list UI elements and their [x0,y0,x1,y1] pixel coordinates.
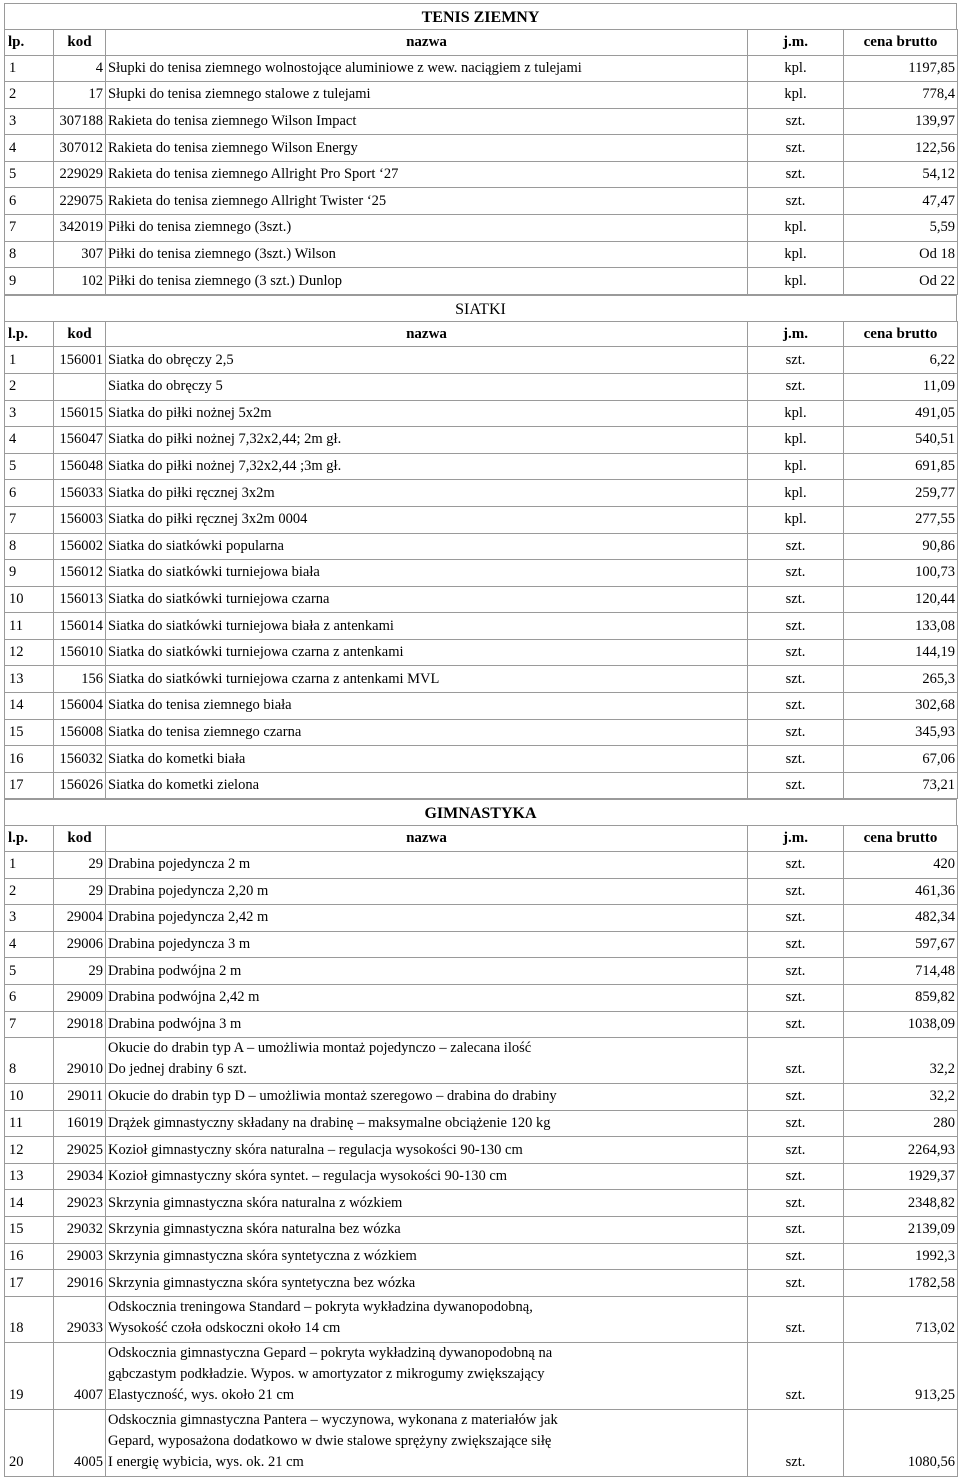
cell-jm: szt. [748,135,844,162]
table-row [5,1011,958,1038]
cell-cena: 133,08 [844,613,958,640]
cell-lp: 4 [5,135,54,162]
cell-nazwa: Rakieta do tenisa ziemnego Wilson Impact [106,108,748,135]
cell-cena: 461,36 [844,878,958,905]
cell-kod: 156 [54,666,106,693]
cell-cena: 144,19 [844,639,958,666]
cell-nazwa: Kozioł gimnastyczny skóra naturalna – regulacja wysokości 90-130 cm [106,1137,748,1164]
cell-kod: 17 [54,82,106,109]
cell-cena: 2348,82 [844,1190,958,1217]
cell-nazwa: Siatka do siatkówki turniejowa czarna z antenkami [106,639,748,666]
cell-lp: 11 [5,1110,54,1137]
cell-kod: 156013 [54,586,106,613]
header-jm: j.m. [748,30,844,56]
cell-nazwa: Słupki do tenisa ziemnego wolnostojące aluminiowe z wew. naciągiem z tulejami [106,55,748,82]
cell-cena: 491,05 [844,400,958,427]
cell-kod: 4 [54,55,106,82]
cell-lp: 19 [5,1342,54,1409]
cell-kod: 229075 [54,188,106,215]
cell-lp: 4 [5,931,54,958]
cell-lp: 5 [5,161,54,188]
section-title: GIMNASTYKA [4,799,957,825]
cell-nazwa: Skrzynia gimnastyczna skóra syntetyczna bez wózka [106,1270,748,1297]
cell-jm: szt. [748,347,844,374]
table-row [5,984,958,1011]
cell-nazwa: Okucie do drabin typ D – umożliwia montaż szeregowo – drabina do drabiny [106,1084,748,1111]
table-row [5,719,958,746]
cell-kod: 29016 [54,1270,106,1297]
cell-cena: 73,21 [844,772,958,799]
cell-kod: 29010 [54,1038,106,1084]
cell-jm: szt. [748,1038,844,1084]
cell-jm: szt. [748,533,844,560]
cell-jm: kpl. [748,400,844,427]
table-row [5,1084,958,1111]
cell-jm: szt. [748,772,844,799]
cell-nazwa: Siatka do tenisa ziemnego biała [106,693,748,720]
cell-kod: 156026 [54,772,106,799]
cell-nazwa: Siatka do obręczy 2,5 [106,347,748,374]
table-row [5,480,958,507]
cell-nazwa: Drabina podwójna 2,42 m [106,984,748,1011]
cell-kod: 29 [54,851,106,878]
cell-lp: 11 [5,613,54,640]
price-table [4,29,958,295]
table-row [5,108,958,135]
cell-nazwa: Drabina podwójna 2 m [106,958,748,985]
table-row [5,958,958,985]
table-row [5,55,958,82]
cell-nazwa: Siatka do piłki nożnej 7,32x2,44 ;3m gł. [106,453,748,480]
cell-kod: 29032 [54,1217,106,1244]
header-cena: cena brutto [844,826,958,852]
header-kod: kod [54,826,106,852]
cell-lp: 6 [5,984,54,1011]
cell-jm: szt. [748,108,844,135]
cell-cena: 859,82 [844,984,958,1011]
cell-kod: 29003 [54,1243,106,1270]
cell-lp: 17 [5,1270,54,1297]
section-0 [4,3,957,295]
cell-cena: 345,93 [844,719,958,746]
section-2 [4,799,957,1476]
cell-jm: kpl. [748,268,844,295]
table-row [5,347,958,374]
cell-lp: 7 [5,506,54,533]
cell-jm: szt. [748,560,844,587]
cell-jm: szt. [748,188,844,215]
table-row [5,533,958,560]
header-kod: kod [54,30,106,56]
cell-lp: 5 [5,453,54,480]
header-cena: cena brutto [844,30,958,56]
cell-nazwa: Odskocznia gimnastyczna Pantera – wyczynowa, wykonana z materiałów jak Gepard, wyposażona dodatkowo w dwie stalowe sprężyny zwiększające siłę I energię wybicia, wys. ok. 21 cm [106,1409,748,1476]
table-row [5,1137,958,1164]
cell-jm: kpl. [748,453,844,480]
cell-jm: szt. [748,1163,844,1190]
cell-jm: szt. [748,1243,844,1270]
cell-nazwa: Słupki do tenisa ziemnego stalowe z tulejami [106,82,748,109]
cell-kod: 4005 [54,1409,106,1476]
cell-jm: szt. [748,905,844,932]
cell-kod: 307012 [54,135,106,162]
cell-jm: szt. [748,1342,844,1409]
cell-jm: szt. [748,1270,844,1297]
cell-nazwa: Drabina pojedyncza 2,42 m [106,905,748,932]
table-row [5,639,958,666]
cell-nazwa: Siatka do piłki nożnej 7,32x2,44; 2m gł. [106,427,748,454]
cell-nazwa: Kozioł gimnastyczny skóra syntet. – regulacja wysokości 90-130 cm [106,1163,748,1190]
section-title: TENIS ZIEMNY [4,3,957,29]
cell-nazwa: Siatka do siatkówki turniejowa biała z antenkami [106,613,748,640]
cell-cena: 1782,58 [844,1270,958,1297]
price-table [4,321,958,800]
cell-jm: szt. [748,1137,844,1164]
cell-cena: 1992,3 [844,1243,958,1270]
cell-kod: 156047 [54,427,106,454]
cell-lp: 2 [5,878,54,905]
table-row [5,135,958,162]
cell-lp: 13 [5,1163,54,1190]
cell-kod: 29011 [54,1084,106,1111]
cell-nazwa: Piłki do tenisa ziemnego (3 szt.) Dunlop [106,268,748,295]
cell-lp: 2 [5,82,54,109]
cell-nazwa: Drabina podwójna 3 m [106,1011,748,1038]
table-row [5,188,958,215]
cell-jm: szt. [748,746,844,773]
cell-kod: 29033 [54,1296,106,1342]
cell-jm: kpl. [748,215,844,242]
cell-lp: 15 [5,719,54,746]
cell-lp: 14 [5,1190,54,1217]
cell-nazwa: Siatka do piłki nożnej 5x2m [106,400,748,427]
cell-kod: 156015 [54,400,106,427]
cell-kod: 4007 [54,1342,106,1409]
price-list-sheet [4,3,957,1477]
cell-cena: 32,2 [844,1038,958,1084]
table-row [5,506,958,533]
cell-cena: 6,22 [844,347,958,374]
cell-jm: szt. [748,639,844,666]
cell-kod: 156012 [54,560,106,587]
cell-lp: 6 [5,188,54,215]
cell-kod [54,373,106,400]
table-row [5,1270,958,1297]
cell-nazwa: Drabina pojedyncza 2 m [106,851,748,878]
price-table [4,825,958,1476]
cell-lp: 1 [5,851,54,878]
cell-kod: 156001 [54,347,106,374]
cell-nazwa: Okucie do drabin typ A – umożliwia montaż pojedynczo – zalecana ilość Do jednej drabiny 6 szt. [106,1038,748,1084]
cell-lp: 12 [5,1137,54,1164]
cell-lp: 10 [5,586,54,613]
cell-kod: 342019 [54,215,106,242]
table-row [5,1163,958,1190]
cell-cena: 259,77 [844,480,958,507]
cell-lp: 10 [5,1084,54,1111]
header-row [5,321,958,347]
cell-cena: 1929,37 [844,1163,958,1190]
cell-kod: 29006 [54,931,106,958]
cell-cena: 67,06 [844,746,958,773]
cell-cena: 1197,85 [844,55,958,82]
cell-cena: 5,59 [844,215,958,242]
cell-nazwa: Odskocznia gimnastyczna Gepard – pokryta wykładziną dywanopodobną na gąbczastym podkładzie. Wypos. w amortyzator z mikrogumy zwiększający Elastyczność, wys. około 21 cm [106,1342,748,1409]
cell-jm: kpl. [748,55,844,82]
section-1 [4,295,957,800]
cell-jm: szt. [748,1296,844,1342]
header-nazwa: nazwa [106,321,748,347]
cell-lp: 1 [5,55,54,82]
cell-cena: 120,44 [844,586,958,613]
cell-lp: 18 [5,1296,54,1342]
cell-lp: 7 [5,215,54,242]
cell-cena: 11,09 [844,373,958,400]
table-row [5,1190,958,1217]
cell-kod: 29009 [54,984,106,1011]
cell-kod: 307188 [54,108,106,135]
cell-kod: 29 [54,958,106,985]
cell-nazwa: Skrzynia gimnastyczna skóra naturalna bez wózka [106,1217,748,1244]
cell-nazwa: Siatka do obręczy 5 [106,373,748,400]
cell-kod: 156002 [54,533,106,560]
table-row [5,586,958,613]
header-nazwa: nazwa [106,30,748,56]
cell-jm: kpl. [748,82,844,109]
cell-jm: szt. [748,1011,844,1038]
table-row [5,373,958,400]
header-lp: lp. [5,30,54,56]
cell-jm: kpl. [748,480,844,507]
cell-nazwa: Skrzynia gimnastyczna skóra syntetyczna z wózkiem [106,1243,748,1270]
cell-jm: szt. [748,586,844,613]
cell-lp: 13 [5,666,54,693]
cell-nazwa: Drążek gimnastyczny składany na drabinę – maksymalne obciążenie 120 kg [106,1110,748,1137]
cell-cena: 420 [844,851,958,878]
cell-jm: szt. [748,1190,844,1217]
table-row [5,453,958,480]
cell-kod: 29018 [54,1011,106,1038]
cell-kod: 156008 [54,719,106,746]
cell-lp: 3 [5,108,54,135]
cell-nazwa: Piłki do tenisa ziemnego (3szt.) [106,215,748,242]
header-row [5,30,958,56]
cell-kod: 156010 [54,639,106,666]
table-row [5,560,958,587]
cell-nazwa: Rakieta do tenisa ziemnego Allright Pro Sport ‘27 [106,161,748,188]
cell-jm: szt. [748,1110,844,1137]
header-cena: cena brutto [844,321,958,347]
cell-kod: 156033 [54,480,106,507]
cell-jm: szt. [748,851,844,878]
cell-jm: szt. [748,958,844,985]
cell-cena: 691,85 [844,453,958,480]
cell-lp: 12 [5,639,54,666]
table-row [5,746,958,773]
header-jm: j.m. [748,321,844,347]
cell-nazwa: Siatka do piłki ręcznej 3x2m [106,480,748,507]
cell-jm: szt. [748,373,844,400]
header-lp: l.p. [5,321,54,347]
cell-nazwa: Siatka do piłki ręcznej 3x2m 0004 [106,506,748,533]
cell-kod: 156032 [54,746,106,773]
cell-kod: 29034 [54,1163,106,1190]
cell-lp: 16 [5,1243,54,1270]
cell-kod: 29004 [54,905,106,932]
cell-cena: 2139,09 [844,1217,958,1244]
table-row [5,772,958,799]
cell-jm: szt. [748,1217,844,1244]
table-row [5,1110,958,1137]
cell-nazwa: Drabina pojedyncza 3 m [106,931,748,958]
table-row [5,613,958,640]
cell-lp: 2 [5,373,54,400]
cell-jm: szt. [748,878,844,905]
cell-nazwa: Siatka do siatkówki turniejowa czarna [106,586,748,613]
cell-cena: 122,56 [844,135,958,162]
cell-jm: szt. [748,161,844,188]
cell-cena: 265,3 [844,666,958,693]
header-row [5,826,958,852]
cell-nazwa: Skrzynia gimnastyczna skóra naturalna z wózkiem [106,1190,748,1217]
table-row [5,1217,958,1244]
cell-lp: 8 [5,1038,54,1084]
cell-jm: kpl. [748,506,844,533]
cell-cena: 913,25 [844,1342,958,1409]
table-row [5,241,958,268]
cell-lp: 15 [5,1217,54,1244]
cell-nazwa: Siatka do kometki zielona [106,772,748,799]
cell-jm: szt. [748,693,844,720]
table-row [5,1409,958,1476]
cell-lp: 8 [5,533,54,560]
cell-lp: 5 [5,958,54,985]
cell-nazwa: Piłki do tenisa ziemnego (3szt.) Wilson [106,241,748,268]
table-row [5,851,958,878]
cell-lp: 14 [5,693,54,720]
cell-cena: Od 22 [844,268,958,295]
table-row [5,693,958,720]
cell-cena: 1038,09 [844,1011,958,1038]
cell-jm: szt. [748,613,844,640]
cell-cena: 2264,93 [844,1137,958,1164]
cell-lp: 4 [5,427,54,454]
cell-lp: 9 [5,268,54,295]
cell-kod: 156003 [54,506,106,533]
cell-nazwa: Siatka do tenisa ziemnego czarna [106,719,748,746]
cell-kod: 29025 [54,1137,106,1164]
cell-cena: 90,86 [844,533,958,560]
cell-nazwa: Siatka do siatkówki popularna [106,533,748,560]
cell-jm: szt. [748,984,844,1011]
cell-nazwa: Odskocznia treningowa Standard – pokryta wykładzina dywanopodobną, Wysokość czoła odskoczni około 14 cm [106,1296,748,1342]
table-row [5,82,958,109]
table-row [5,666,958,693]
cell-jm: szt. [748,666,844,693]
cell-cena: 302,68 [844,693,958,720]
cell-cena: 47,47 [844,188,958,215]
cell-nazwa: Siatka do siatkówki turniejowa czarna z antenkami MVL [106,666,748,693]
cell-lp: 7 [5,1011,54,1038]
cell-kod: 102 [54,268,106,295]
cell-cena: 32,2 [844,1084,958,1111]
header-lp: l.p. [5,826,54,852]
table-row [5,905,958,932]
cell-nazwa: Siatka do kometki biała [106,746,748,773]
table-row [5,931,958,958]
cell-nazwa: Siatka do siatkówki turniejowa biała [106,560,748,587]
cell-kod: 29023 [54,1190,106,1217]
cell-kod: 156048 [54,453,106,480]
cell-lp: 3 [5,400,54,427]
cell-kod: 229029 [54,161,106,188]
cell-jm: szt. [748,931,844,958]
table-row [5,161,958,188]
cell-jm: kpl. [748,427,844,454]
cell-cena: 100,73 [844,560,958,587]
header-kod: kod [54,321,106,347]
cell-cena: 713,02 [844,1296,958,1342]
cell-cena: 1080,56 [844,1409,958,1476]
cell-kod: 156014 [54,613,106,640]
cell-kod: 29 [54,878,106,905]
header-jm: j.m. [748,826,844,852]
cell-lp: 1 [5,347,54,374]
cell-lp: 8 [5,241,54,268]
cell-kod: 156004 [54,693,106,720]
table-row [5,268,958,295]
table-row [5,1296,958,1342]
cell-cena: Od 18 [844,241,958,268]
header-nazwa: nazwa [106,826,748,852]
cell-lp: 3 [5,905,54,932]
cell-jm: szt. [748,1084,844,1111]
cell-cena: 54,12 [844,161,958,188]
cell-kod: 307 [54,241,106,268]
cell-cena: 778,4 [844,82,958,109]
table-row [5,400,958,427]
table-row [5,878,958,905]
table-row [5,427,958,454]
cell-lp: 6 [5,480,54,507]
cell-cena: 280 [844,1110,958,1137]
cell-cena: 139,97 [844,108,958,135]
cell-jm: szt. [748,1409,844,1476]
cell-jm: szt. [748,719,844,746]
cell-cena: 714,48 [844,958,958,985]
cell-kod: 16019 [54,1110,106,1137]
cell-nazwa: Drabina pojedyncza 2,20 m [106,878,748,905]
cell-lp: 16 [5,746,54,773]
cell-lp: 9 [5,560,54,587]
table-row [5,1038,958,1084]
table-row [5,1243,958,1270]
cell-lp: 17 [5,772,54,799]
cell-nazwa: Rakieta do tenisa ziemnego Allright Twister ‘25 [106,188,748,215]
cell-lp: 20 [5,1409,54,1476]
cell-cena: 277,55 [844,506,958,533]
cell-jm: kpl. [748,241,844,268]
table-row [5,215,958,242]
cell-nazwa: Rakieta do tenisa ziemnego Wilson Energy [106,135,748,162]
section-title: SIATKI [4,295,957,321]
cell-cena: 540,51 [844,427,958,454]
cell-cena: 597,67 [844,931,958,958]
table-row [5,1342,958,1409]
cell-cena: 482,34 [844,905,958,932]
